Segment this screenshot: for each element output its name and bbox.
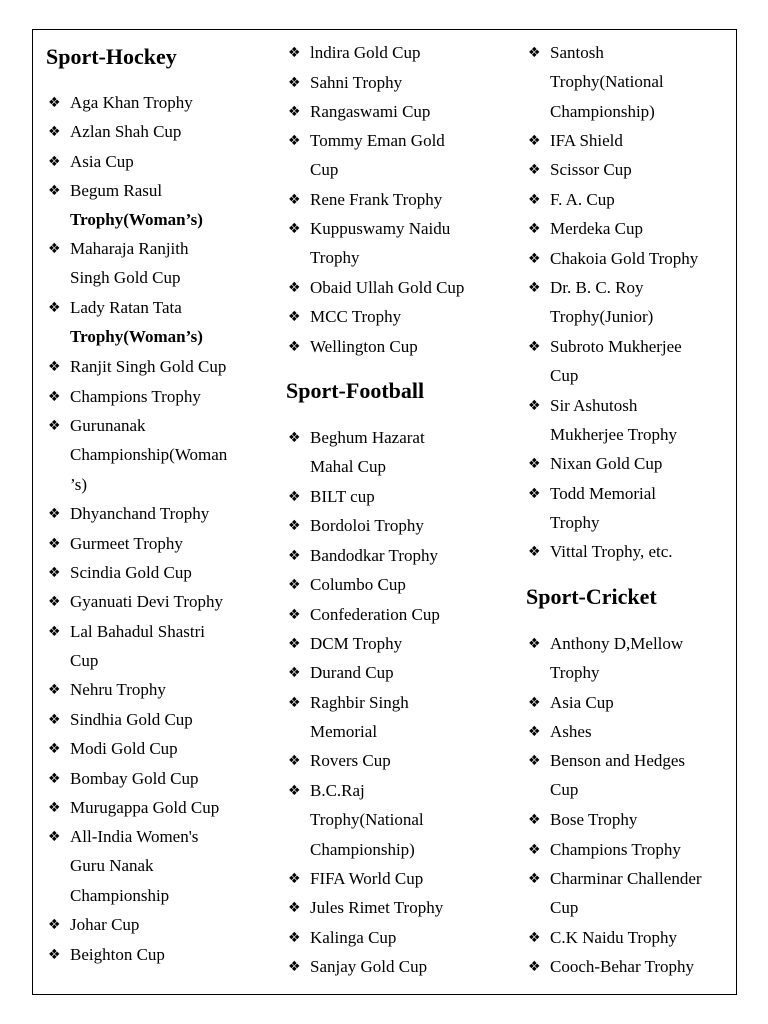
diamond-bullet-icon: ❖ <box>528 133 541 149</box>
diamond-bullet-icon: ❖ <box>288 548 301 564</box>
list-item <box>286 72 402 94</box>
list-item <box>526 189 615 211</box>
diamond-bullet-icon: ❖ <box>288 753 301 769</box>
list-item-continuation <box>526 897 578 919</box>
diamond-bullet-icon: ❖ <box>528 398 541 414</box>
list-item <box>526 633 683 655</box>
list-item <box>46 180 162 202</box>
list-item <box>526 541 673 563</box>
list-item <box>46 738 178 760</box>
diamond-bullet-icon: ❖ <box>288 280 301 296</box>
list-item <box>46 562 192 584</box>
list-item-text: Maharaja Ranjith <box>70 239 189 258</box>
section-heading: Sport-Cricket <box>526 584 657 609</box>
diamond-bullet-icon: ❖ <box>528 724 541 740</box>
list-item-text: Trophy(Junior) <box>550 307 654 327</box>
list-item-continuation <box>286 809 424 831</box>
list-item <box>46 621 205 643</box>
list-item-text: Cooch-Behar Trophy <box>550 957 695 976</box>
list-item-text: Begum Rasul <box>70 181 163 200</box>
list-item-text: Championship) <box>550 101 655 121</box>
list-item <box>286 515 424 537</box>
list-item-text: Tommy Eman Gold <box>310 131 445 150</box>
list-item <box>286 42 421 64</box>
list-item <box>286 101 430 123</box>
list-item <box>526 956 694 978</box>
list-item-text: Trophy(National <box>310 810 424 830</box>
list-item-continuation <box>46 267 181 289</box>
list-item-text: Asia Cup <box>550 693 614 712</box>
list-item-text: Bombay Gold Cup <box>70 769 199 788</box>
list-item <box>286 427 425 449</box>
diamond-bullet-icon: ❖ <box>528 753 541 769</box>
diamond-bullet-icon: ❖ <box>528 930 541 946</box>
diamond-bullet-icon: ❖ <box>288 695 301 711</box>
list-item <box>46 121 181 143</box>
list-item-continuation <box>526 365 578 387</box>
list-item-text: Championship <box>70 885 170 905</box>
list-item-continuation <box>526 71 664 93</box>
list-item <box>526 395 637 417</box>
list-item-text: Ranjit Singh Gold Cup <box>70 357 227 376</box>
list-item-continuation <box>286 456 386 478</box>
diamond-bullet-icon: ❖ <box>48 800 61 816</box>
list-item-text: C.K Naidu Trophy <box>550 928 678 947</box>
diamond-bullet-icon: ❖ <box>48 124 61 140</box>
diamond-bullet-icon: ❖ <box>48 154 61 170</box>
list-item-text: Nixan Gold Cup <box>550 454 663 473</box>
list-item <box>286 692 409 714</box>
diamond-bullet-icon: ❖ <box>48 95 61 111</box>
list-item <box>286 897 443 919</box>
diamond-bullet-icon: ❖ <box>288 309 301 325</box>
list-item-continuation <box>526 306 653 328</box>
list-item-text: Champions Trophy <box>70 387 201 406</box>
list-item <box>286 277 464 299</box>
list-item-text: Scissor Cup <box>550 160 632 179</box>
diamond-bullet-icon: ❖ <box>288 430 301 446</box>
diamond-bullet-icon: ❖ <box>48 565 61 581</box>
diamond-bullet-icon: ❖ <box>528 486 541 502</box>
list-item-text: Anthony D,Mellow <box>550 634 684 653</box>
list-item-continuation <box>286 247 359 269</box>
list-item-continuation <box>286 721 377 743</box>
list-item-text: Gurunanak <box>70 416 146 435</box>
list-item <box>286 662 394 684</box>
diamond-bullet-icon: ❖ <box>528 842 541 858</box>
list-item-text: Charminar Challender <box>550 869 702 888</box>
list-item <box>526 750 685 772</box>
diamond-bullet-icon: ❖ <box>288 75 301 91</box>
list-item-text: Raghbir Singh <box>310 693 409 712</box>
list-item <box>526 809 637 831</box>
list-item-text: Murugappa Gold Cup <box>70 798 220 817</box>
list-item-continuation <box>46 650 98 672</box>
list-item-text: Bose Trophy <box>550 810 638 829</box>
list-item-text: lndira Gold Cup <box>310 43 421 62</box>
list-item <box>526 721 592 743</box>
list-item-text: Bordoloi Trophy <box>310 516 424 535</box>
diamond-bullet-icon: ❖ <box>288 665 301 681</box>
list-item-text: Cup <box>550 780 579 800</box>
list-item-text: Nehru Trophy <box>70 680 166 699</box>
list-item-text: Lal Bahadul Shastri <box>70 622 206 641</box>
list-item-text: Dr. B. C. Roy <box>550 278 644 297</box>
list-item-text: Asia Cup <box>70 152 134 171</box>
list-item-continuation <box>46 885 169 907</box>
diamond-bullet-icon: ❖ <box>48 300 61 316</box>
list-item-text: IFA Shield <box>550 131 623 150</box>
list-item-text: Columbo Cup <box>310 575 406 594</box>
list-item <box>286 130 445 152</box>
list-item-continuation <box>526 662 599 684</box>
diamond-bullet-icon: ❖ <box>288 900 301 916</box>
diamond-bullet-icon: ❖ <box>528 192 541 208</box>
diamond-bullet-icon: ❖ <box>288 518 301 534</box>
list-item-text: Azlan Shah Cup <box>70 122 182 141</box>
list-item <box>286 218 450 240</box>
list-item <box>526 336 682 358</box>
diamond-bullet-icon: ❖ <box>288 871 301 887</box>
list-item-text: Trophy(Woman’s) <box>70 327 203 347</box>
list-item-text: Benson and Hedges <box>550 751 686 770</box>
diamond-bullet-icon: ❖ <box>288 930 301 946</box>
diamond-bullet-icon: ❖ <box>528 871 541 887</box>
list-item <box>286 927 396 949</box>
list-item-text: Bandodkar Trophy <box>310 546 438 565</box>
list-item <box>526 159 632 181</box>
diamond-bullet-icon: ❖ <box>528 959 541 975</box>
list-item-text: Mahal Cup <box>310 457 387 477</box>
list-item <box>526 277 644 299</box>
list-item-text: Durand Cup <box>310 663 394 682</box>
list-item <box>286 780 365 802</box>
diamond-bullet-icon: ❖ <box>48 506 61 522</box>
list-item-text: Championship(Woman <box>70 445 228 465</box>
diamond-bullet-icon: ❖ <box>288 783 301 799</box>
list-item-text: BILT cup <box>310 487 375 506</box>
list-item <box>286 545 438 567</box>
section-heading: Sport-Hockey <box>46 44 177 69</box>
list-item <box>526 483 656 505</box>
list-item-continuation <box>526 101 655 123</box>
diamond-bullet-icon: ❖ <box>288 607 301 623</box>
list-item-text: Gyanuati Devi Trophy <box>70 592 223 611</box>
diamond-bullet-icon: ❖ <box>528 544 541 560</box>
list-item-text: Trophy <box>310 248 360 268</box>
list-item-text: Trophy <box>550 513 600 533</box>
list-item-text: Scindia Gold Cup <box>70 563 192 582</box>
diamond-bullet-icon: ❖ <box>48 771 61 787</box>
list-item <box>286 189 442 211</box>
diamond-bullet-icon: ❖ <box>48 947 61 963</box>
list-item <box>46 591 223 613</box>
list-item <box>46 679 166 701</box>
list-item <box>526 839 681 861</box>
list-item-text: Merdeka Cup <box>550 219 644 238</box>
list-item-text: Memorial <box>310 722 378 742</box>
diamond-bullet-icon: ❖ <box>48 418 61 434</box>
diamond-bullet-icon: ❖ <box>528 695 541 711</box>
diamond-bullet-icon: ❖ <box>528 251 541 267</box>
list-item <box>526 248 698 270</box>
diamond-bullet-icon: ❖ <box>528 339 541 355</box>
diamond-bullet-icon: ❖ <box>288 192 301 208</box>
diamond-bullet-icon: ❖ <box>288 221 301 237</box>
list-item <box>46 709 193 731</box>
diamond-bullet-icon: ❖ <box>288 636 301 652</box>
list-item <box>46 356 226 378</box>
list-item-text: Lady Ratan Tata <box>70 298 182 317</box>
list-item-continuation <box>526 424 677 446</box>
diamond-bullet-icon: ❖ <box>48 712 61 728</box>
list-item-text: Chakoia Gold Trophy <box>550 249 699 268</box>
list-item-continuation <box>286 839 415 861</box>
list-item-text: B.C.Raj <box>310 781 365 800</box>
list-item <box>46 944 165 966</box>
diamond-bullet-icon: ❖ <box>288 104 301 120</box>
list-item-text: Santosh <box>550 43 604 62</box>
list-item <box>286 633 402 655</box>
list-item-text: Wellington Cup <box>310 337 418 356</box>
list-item-text: Gurmeet Trophy <box>70 534 183 553</box>
list-item-text: Championship) <box>310 839 415 859</box>
list-item <box>286 604 440 626</box>
list-item-text: F. A. Cup <box>550 190 615 209</box>
list-item <box>46 386 201 408</box>
list-item-text: Mukherjee Trophy <box>550 425 678 445</box>
diamond-bullet-icon: ❖ <box>528 812 541 828</box>
list-item <box>526 927 677 949</box>
list-item-text: Rene Frank Trophy <box>310 190 443 209</box>
list-item <box>286 336 418 358</box>
diamond-bullet-icon: ❖ <box>528 636 541 652</box>
diamond-bullet-icon: ❖ <box>288 577 301 593</box>
list-item <box>526 868 702 890</box>
list-item <box>286 306 401 328</box>
diamond-bullet-icon: ❖ <box>48 536 61 552</box>
list-item-text: Ashes <box>550 722 592 741</box>
list-item-text: Guru Nanak <box>70 856 154 876</box>
list-item-continuation <box>46 444 227 466</box>
list-item <box>46 797 219 819</box>
diamond-bullet-icon: ❖ <box>528 162 541 178</box>
diamond-bullet-icon: ❖ <box>288 45 301 61</box>
diamond-bullet-icon: ❖ <box>48 183 61 199</box>
diamond-bullet-icon: ❖ <box>48 917 61 933</box>
list-item <box>286 868 423 890</box>
list-item-continuation <box>526 779 578 801</box>
diamond-bullet-icon: ❖ <box>48 741 61 757</box>
list-item-text: Aga Khan Trophy <box>70 93 193 112</box>
diamond-bullet-icon: ❖ <box>48 594 61 610</box>
list-item <box>46 238 189 260</box>
list-item-text: Trophy <box>550 663 600 683</box>
list-item-text: Cup <box>550 898 579 918</box>
diamond-bullet-icon: ❖ <box>288 133 301 149</box>
list-item <box>526 692 614 714</box>
diamond-bullet-icon: ❖ <box>528 456 541 472</box>
list-item-text: Sindhia Gold Cup <box>70 710 193 729</box>
diamond-bullet-icon: ❖ <box>48 682 61 698</box>
list-item <box>46 92 193 114</box>
list-item <box>46 533 183 555</box>
list-item-text: Sir Ashutosh <box>550 396 638 415</box>
list-item <box>526 453 662 475</box>
list-item <box>46 415 146 437</box>
diamond-bullet-icon: ❖ <box>48 241 61 257</box>
list-item-text: Modi Gold Cup <box>70 739 178 758</box>
list-item-text: Beghum Hazarat <box>310 428 425 447</box>
list-item-text: Trophy(National <box>550 72 664 92</box>
diamond-bullet-icon: ❖ <box>48 359 61 375</box>
list-item-continuation <box>526 512 599 534</box>
list-item-text: Kuppuswamy Naidu <box>310 219 451 238</box>
diamond-bullet-icon: ❖ <box>288 489 301 505</box>
list-item-text: Dhyanchand Trophy <box>70 504 210 523</box>
list-item-text: Confederation Cup <box>310 605 440 624</box>
list-item <box>286 956 427 978</box>
list-item-text: Sanjay Gold Cup <box>310 957 428 976</box>
list-item <box>46 151 134 173</box>
list-item-text: Rovers Cup <box>310 751 391 770</box>
list-item-text: Cup <box>70 651 99 671</box>
list-item-text: Sahni Trophy <box>310 73 403 92</box>
list-item-text: Cup <box>310 160 339 180</box>
list-item-text: DCM Trophy <box>310 634 403 653</box>
list-item-continuation <box>46 855 154 877</box>
list-item-text: Beighton Cup <box>70 945 165 964</box>
list-item-continuation <box>46 209 203 231</box>
list-item <box>286 750 391 772</box>
list-item-text: Obaid Ullah Gold Cup <box>310 278 465 297</box>
list-item-continuation <box>46 474 87 496</box>
list-item-text: Vittal Trophy, etc. <box>550 542 673 561</box>
diamond-bullet-icon: ❖ <box>48 624 61 640</box>
section-heading: Sport-Football <box>286 378 425 403</box>
list-item-text: Johar Cup <box>70 915 140 934</box>
list-item-continuation <box>286 159 338 181</box>
list-item <box>46 768 198 790</box>
list-item-text: Cup <box>550 366 579 386</box>
list-item <box>46 297 182 319</box>
list-item-text: Trophy(Woman’s) <box>70 210 203 230</box>
list-item-text: Todd Memorial <box>550 484 656 503</box>
list-item <box>526 42 604 64</box>
list-item <box>286 486 375 508</box>
diamond-bullet-icon: ❖ <box>528 45 541 61</box>
list-item <box>46 914 139 936</box>
list-item <box>286 574 406 596</box>
list-item <box>46 503 209 525</box>
diamond-bullet-icon: ❖ <box>48 389 61 405</box>
list-item-text: ’s) <box>70 474 87 494</box>
diamond-bullet-icon: ❖ <box>48 829 61 845</box>
list-item-text: Rangaswami Cup <box>310 102 431 121</box>
list-item-text: Jules Rimet Trophy <box>310 898 444 917</box>
diamond-bullet-icon: ❖ <box>528 221 541 237</box>
list-item <box>46 826 198 848</box>
list-item-text: MCC Trophy <box>310 307 402 326</box>
list-item-text: Champions Trophy <box>550 840 681 859</box>
list-item-text: FIFA World Cup <box>310 869 424 888</box>
list-item-text: Singh Gold Cup <box>70 268 181 288</box>
list-item-text: Subroto Mukherjee <box>550 337 682 356</box>
list-item-continuation <box>46 326 203 348</box>
list-item-text: All-India Women's <box>70 827 199 846</box>
list-item <box>526 218 643 240</box>
diamond-bullet-icon: ❖ <box>528 280 541 296</box>
list-item <box>526 130 623 152</box>
diamond-bullet-icon: ❖ <box>288 959 301 975</box>
list-item-text: Kalinga Cup <box>310 928 397 947</box>
diamond-bullet-icon: ❖ <box>288 339 301 355</box>
